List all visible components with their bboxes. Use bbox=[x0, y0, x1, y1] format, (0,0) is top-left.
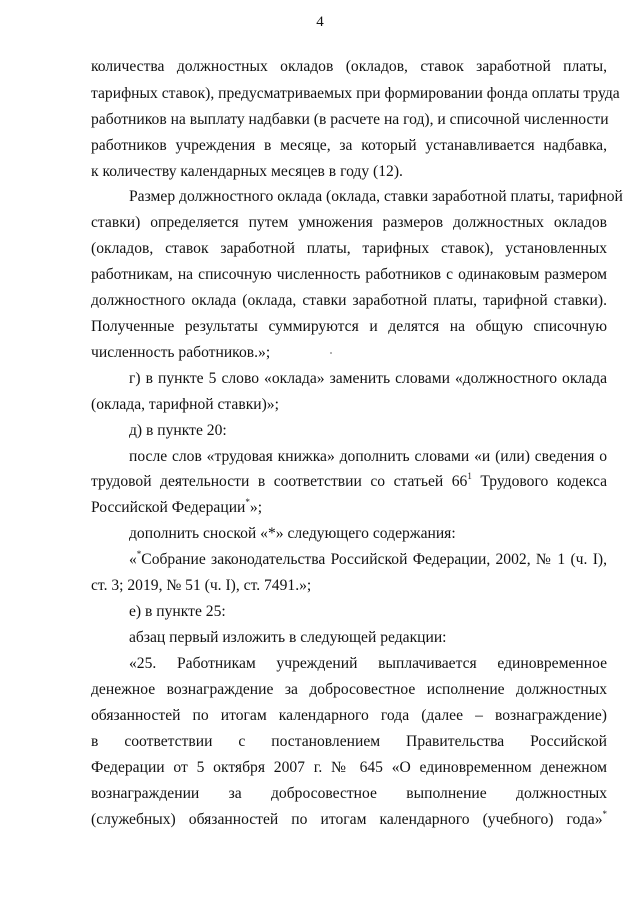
text-line: г) в пункте 5 слово «оклада» заменить словами «должностного оклада bbox=[129, 370, 607, 387]
page-number: 4 bbox=[316, 14, 324, 30]
text-line: е) в пункте 25: bbox=[129, 603, 226, 620]
text-line: работникам, на списочную численность работников с одинаковым размером bbox=[91, 266, 607, 283]
text-fragment: Собрание законодательства Российской Федерации, 2002, № 1 (ч. I), bbox=[141, 551, 607, 568]
footnote-asterisk: * bbox=[602, 809, 607, 819]
text-line: к количеству календарных месяцев в году (12). bbox=[91, 163, 403, 180]
scan-speck bbox=[330, 352, 332, 354]
footnote-asterisk: * bbox=[245, 497, 250, 507]
text-line: д) в пункте 20: bbox=[129, 422, 227, 439]
text-line: численность работников.»; bbox=[91, 344, 271, 361]
text-line: должностного оклада (оклада, ставки заработной платы, тарифной ставки). bbox=[91, 292, 607, 309]
text-line: вознаграждении за добросовестное выполнение должностных bbox=[91, 785, 607, 802]
text-line: денежное вознаграждение за добросовестное исполнение должностных bbox=[91, 681, 607, 698]
text-fragment: »; bbox=[249, 499, 263, 516]
text-line: тарифных ставок), предусматриваемых при формировании фонда оплаты труда bbox=[91, 85, 620, 102]
text-line: дополнить сноской «*» следующего содержания: bbox=[129, 525, 456, 542]
text-line: обязанностей по итогам календарного года (далее – вознаграждение) bbox=[91, 707, 607, 724]
text-fragment: Трудового кодекса bbox=[471, 473, 607, 490]
text-line bbox=[91, 498, 607, 518]
text-line: (оклада, тарифной ставки)»; bbox=[91, 396, 279, 413]
text-line: Полученные результаты суммируются и делятся на общую списочную bbox=[91, 318, 607, 335]
text-line: после слов «трудовая книжка» дополнить словами «и (или) сведения о bbox=[129, 448, 607, 465]
text-fragment: « bbox=[129, 551, 137, 568]
footnote-asterisk: * bbox=[136, 549, 142, 559]
text-line: ст. 3; 2019, № 51 (ч. I), ст. 7491.»; bbox=[91, 577, 312, 594]
text-line: работников на выплату надбавки (в расчете на год), и списочной численности bbox=[91, 111, 609, 128]
text-fragment: Российской Федерации bbox=[91, 499, 246, 516]
text-fragment: (служебных) обязанностей по итогам календарного (учебного) года» bbox=[91, 811, 603, 828]
text-line: количества должностных окладов (окладов, ставок заработной платы, bbox=[91, 58, 607, 75]
text-line: в соответствии с постановлением Правительства Российской bbox=[91, 733, 607, 750]
text-line: Размер должностного оклада (оклада, ставки заработной платы, тарифной bbox=[129, 188, 623, 205]
text-line bbox=[91, 472, 607, 492]
text-line: Федерации от 5 октября 2007 г. № 645 «О единовременном денежном bbox=[91, 759, 607, 776]
superscript: 1 bbox=[467, 471, 472, 481]
text-line: абзац первый изложить в следующей редакции: bbox=[129, 629, 447, 646]
text-line bbox=[91, 810, 607, 830]
text-fragment: трудовой деятельности в соответствии со статьей 66 bbox=[91, 473, 468, 490]
text-line: «25. Работникам учреждений выплачивается единовременное bbox=[129, 655, 607, 672]
text-line: работников учреждения в месяце, за который устанавливается надбавка, bbox=[91, 137, 607, 154]
text-line: (окладов, ставок заработной платы, тарифных ставок), установленных bbox=[91, 240, 607, 257]
text-line bbox=[129, 550, 607, 570]
text-line: ставки) определяется путем умножения размеров должностных окладов bbox=[91, 214, 607, 231]
